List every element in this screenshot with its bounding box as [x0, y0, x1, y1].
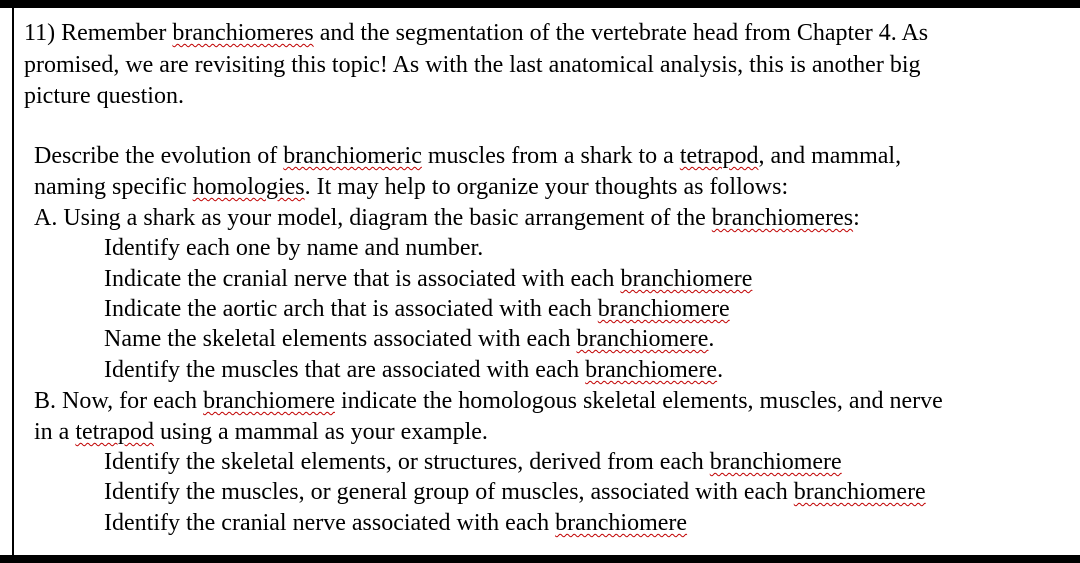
- text-run: and the segmentation of the vertebrate head from Chapter 4. As: [313, 20, 929, 46]
- text-run: indicate the homologous skeletal elements, muscles, and nerve: [335, 388, 943, 414]
- spellcheck-word: branchiomeres: [711, 205, 854, 231]
- part-b-heading-cont: [34, 417, 488, 447]
- part-a-item: [104, 233, 483, 263]
- part-b-item: [104, 508, 687, 538]
- text-run: Identify the muscles, or general group of muscles, associated with each: [104, 479, 794, 505]
- text-run: A. Using a shark as your model, diagram the basic arrangement of the: [34, 205, 712, 231]
- text-run: using a mammal as your example.: [153, 419, 488, 445]
- text-run: picture question.: [24, 83, 184, 109]
- text-run: in a: [34, 419, 76, 445]
- spellcheck-word: branchiomere: [555, 510, 688, 536]
- text-run: B. Now, for each: [34, 388, 204, 414]
- text-run: muscles from a shark to a: [421, 143, 680, 169]
- spellcheck-word: branchiomeric: [283, 143, 422, 169]
- text-run: .: [708, 326, 715, 352]
- part-a-item: [104, 264, 752, 294]
- part-b-item: [104, 477, 926, 507]
- text-run: , and mammal,: [758, 143, 902, 169]
- spellcheck-word: branchiomere: [793, 479, 926, 505]
- text-run: Identify the cranial nerve associated with each: [104, 510, 556, 536]
- text-run: naming specific: [34, 174, 193, 200]
- text-run: promised, we are revisiting this topic! As with the last anatomical analysis, this is another big: [24, 52, 921, 78]
- spellcheck-word: branchiomere: [203, 388, 335, 414]
- spellcheck-word: branchiomere: [709, 449, 842, 475]
- intro-line-2: [24, 50, 921, 80]
- part-a-item: [104, 294, 730, 324]
- text-run: . It may help to organize your thoughts as follows:: [304, 174, 789, 200]
- spellcheck-word: homologies: [192, 174, 305, 200]
- text-run: Indicate the aortic arch that is associated with each: [104, 296, 598, 322]
- intro-line-3: [24, 81, 184, 111]
- spellcheck-word: branchiomeres: [172, 20, 314, 46]
- text-run: Identify the muscles that are associated with each: [104, 357, 586, 383]
- text-run: Describe the evolution of: [34, 143, 284, 169]
- text-run: Identify each one by name and number.: [104, 235, 484, 261]
- spellcheck-word: tetrapod: [679, 143, 759, 169]
- part-a-item: [104, 355, 723, 385]
- part-b-heading: [34, 386, 943, 416]
- part-a-heading: [34, 203, 860, 233]
- spellcheck-word: branchiomere: [576, 326, 709, 352]
- text-run: Identify the skeletal elements, or structures, derived from each: [104, 449, 710, 475]
- text-run: 11) Remember: [24, 20, 173, 46]
- describe-line-1: [34, 141, 901, 171]
- spellcheck-word: branchiomere: [597, 296, 730, 322]
- spellcheck-word: branchiomere: [620, 266, 753, 292]
- part-b-item: [104, 447, 842, 477]
- text-run: .: [717, 357, 724, 383]
- spellcheck-word: branchiomere: [585, 357, 718, 383]
- spellcheck-word: tetrapod: [75, 419, 154, 445]
- text-run: :: [853, 205, 860, 231]
- describe-line-2: [34, 172, 788, 202]
- part-a-item: [104, 324, 714, 354]
- text-run: Indicate the cranial nerve that is associated with each: [104, 266, 621, 292]
- text-run: Name the skeletal elements associated with each: [104, 326, 577, 352]
- intro-line-1: [24, 18, 928, 48]
